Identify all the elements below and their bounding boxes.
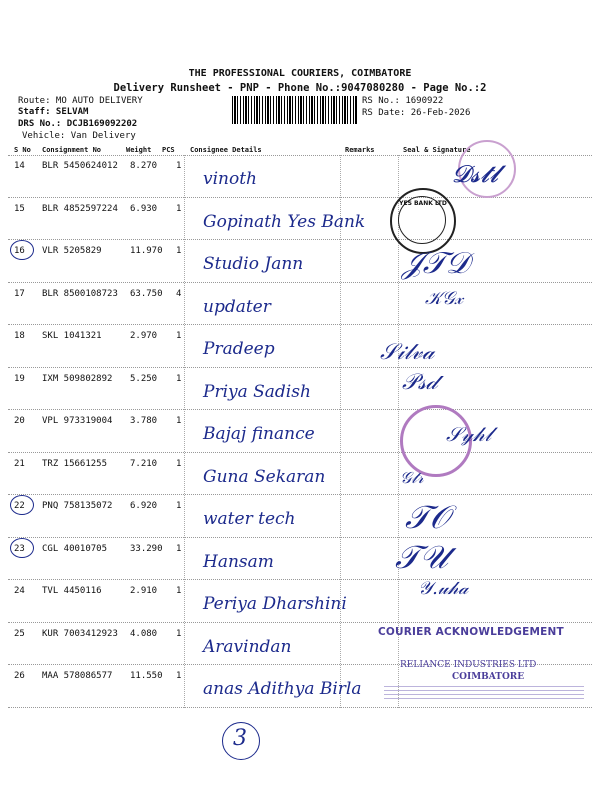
row-sno: 24	[14, 586, 25, 596]
company-title: THE PROFESSIONAL COURIERS, COIMBATORE	[188, 68, 412, 79]
col-pcs: PCS	[162, 146, 175, 154]
row-consignment: TVL 4450116	[42, 586, 102, 596]
row-consignee: Aravindan	[203, 636, 292, 657]
row-weight: 3.780	[130, 416, 158, 426]
signature-19: 𝒫𝓈𝒹	[402, 370, 438, 395]
row-consignee: Bajaj finance	[203, 424, 315, 444]
table-row	[0, 580, 600, 622]
row-sno: 17	[14, 288, 25, 299]
row-weight: 4.080	[130, 628, 158, 639]
page-mark: 3	[233, 726, 247, 751]
row-consignment: BLR 4852597224	[42, 203, 118, 214]
row-consignment: BLR 8500108723	[42, 288, 118, 299]
row-consignment: KUR 7003412923	[42, 628, 118, 639]
row-sno: 18	[14, 331, 25, 341]
row-consignee: updater	[203, 296, 271, 317]
vehicle-label: Vehicle: Van Delivery	[22, 131, 136, 141]
row-consignee: Guna Sekaran	[203, 466, 326, 487]
signature-20: 𝒮𝓎𝒽𝓁	[446, 422, 492, 446]
row-pcs: 1	[176, 161, 182, 171]
row-weight: 63.750	[130, 288, 163, 299]
row-pcs: 1	[176, 331, 182, 341]
row-divider	[8, 707, 592, 708]
row-pcs: 1	[176, 501, 182, 511]
row-pcs: 1	[176, 416, 182, 426]
row-sno: 20	[14, 416, 25, 426]
row-circle-mark	[10, 240, 34, 260]
row-sno: 21	[14, 458, 25, 469]
col-weight: Weight	[126, 146, 152, 154]
ack-company: RELIANCE INDUSTRIES LTD	[400, 660, 537, 670]
row-weight: 6.930	[130, 203, 158, 214]
row-pcs: 1	[176, 203, 182, 214]
signature-24: 𝒴.𝓊𝒽𝒶	[418, 578, 469, 599]
row-consignment: TRZ 15661255	[42, 458, 108, 469]
row-circle-mark	[10, 495, 34, 515]
row-consignment: VPL 973319004	[42, 416, 113, 426]
row-pcs: 1	[176, 543, 182, 554]
col-consignment: Consignment No	[42, 146, 102, 154]
row-sno: 23	[14, 543, 25, 554]
signature-21: 𝒢𝓉𝓇	[400, 468, 424, 487]
row-consignment: MAA 578086577	[42, 671, 113, 681]
row-consignment: IXM 509802892	[42, 373, 113, 384]
table-row	[0, 453, 600, 495]
row-weight: 2.970	[130, 331, 158, 341]
ack-address-lines	[384, 686, 584, 700]
row-weight: 7.210	[130, 458, 158, 469]
row-consignee: water tech	[203, 509, 296, 529]
signature-22: 𝒯𝒪	[405, 498, 450, 536]
table-row	[0, 198, 600, 240]
row-sno: 15	[14, 203, 25, 214]
row-sno: 19	[14, 373, 25, 384]
col-sno: S No	[14, 146, 31, 154]
row-consignee: vinoth	[203, 169, 258, 189]
row-pcs: 1	[176, 373, 182, 384]
ack-city: COIMBATORE	[452, 672, 525, 682]
rs-number: RS No.: 1690922	[362, 96, 444, 106]
rs-date: RS Date: 26-Feb-2026	[362, 108, 471, 118]
row-weight: 8.270	[130, 161, 158, 171]
row-weight: 33.290	[130, 543, 163, 554]
row-consignee: Gopinath Yes Bank	[203, 211, 366, 232]
row-weight: 6.920	[130, 501, 158, 511]
barcode	[232, 96, 357, 124]
row-pcs: 1	[176, 246, 182, 256]
row-consignee: anas Adithya Birla	[203, 679, 362, 699]
row-weight: 11.970	[130, 246, 163, 256]
row-weight: 5.250	[130, 373, 158, 384]
runsheet-subtitle: Delivery Runsheet - PNP - Phone No.:9047080280 - Page No.:2	[113, 82, 487, 94]
col-seal: Seal & Signature	[403, 146, 471, 154]
table-row	[0, 495, 600, 537]
col-consignee: Consignee Details	[190, 146, 262, 154]
signature-16: 𝒥𝒯𝒟	[402, 246, 470, 281]
staff-label: Staff: SELVAM	[18, 107, 89, 117]
row-consignee: Studio Jann	[203, 254, 304, 274]
table-row	[0, 410, 600, 452]
ack-stamp-title: COURIER ACKNOWLEDGEMENT	[378, 626, 564, 638]
signature-14: 𝓓𝓼𝓽𝓵	[452, 160, 499, 188]
row-sno: 22	[14, 501, 25, 511]
row-pcs: 1	[176, 586, 182, 596]
row-consignment: CGL 40010705	[42, 543, 108, 554]
table-row	[0, 368, 600, 410]
table-row	[0, 240, 600, 282]
row-weight: 2.910	[130, 586, 158, 596]
row-consignment: BLR 5450624012	[42, 161, 118, 171]
row-pcs: 1	[176, 458, 182, 469]
row-consignee: Priya Sadish	[203, 381, 311, 402]
signature-17: 𝒦𝒢𝓍	[425, 288, 464, 309]
yes-bank-seal: YES BANK LTD	[390, 188, 456, 254]
row-circle-mark	[10, 538, 34, 558]
row-pcs: 1	[176, 628, 182, 639]
row-consignment: PNQ 758135072	[42, 501, 113, 511]
row-consignee: Pradeep	[203, 339, 275, 359]
col-remarks: Remarks	[345, 146, 375, 154]
table-row	[0, 538, 600, 580]
route-label: Route: MO AUTO DELIVERY	[18, 96, 143, 106]
table-row	[0, 325, 600, 367]
row-pcs: 1	[176, 671, 182, 681]
row-consignee: Periya Dharshini	[203, 594, 347, 614]
row-consignee: Hansam	[203, 551, 274, 572]
row-sno: 26	[14, 671, 25, 681]
row-sno: 16	[14, 246, 25, 256]
table-row	[0, 283, 600, 325]
row-sno: 14	[14, 161, 25, 171]
signature-18: 𝒮𝒾𝓁𝓋𝒶	[380, 340, 435, 365]
signature-23: 𝒯𝒰	[395, 538, 449, 576]
drs-number: DRS No.: DCJB169092202	[18, 119, 138, 129]
row-pcs: 4	[176, 288, 182, 299]
row-sno: 25	[14, 628, 25, 639]
row-consignment: VLR 5205829	[42, 246, 102, 256]
row-weight: 11.550	[130, 671, 163, 681]
row-consignment: SKL 1041321	[42, 331, 102, 341]
